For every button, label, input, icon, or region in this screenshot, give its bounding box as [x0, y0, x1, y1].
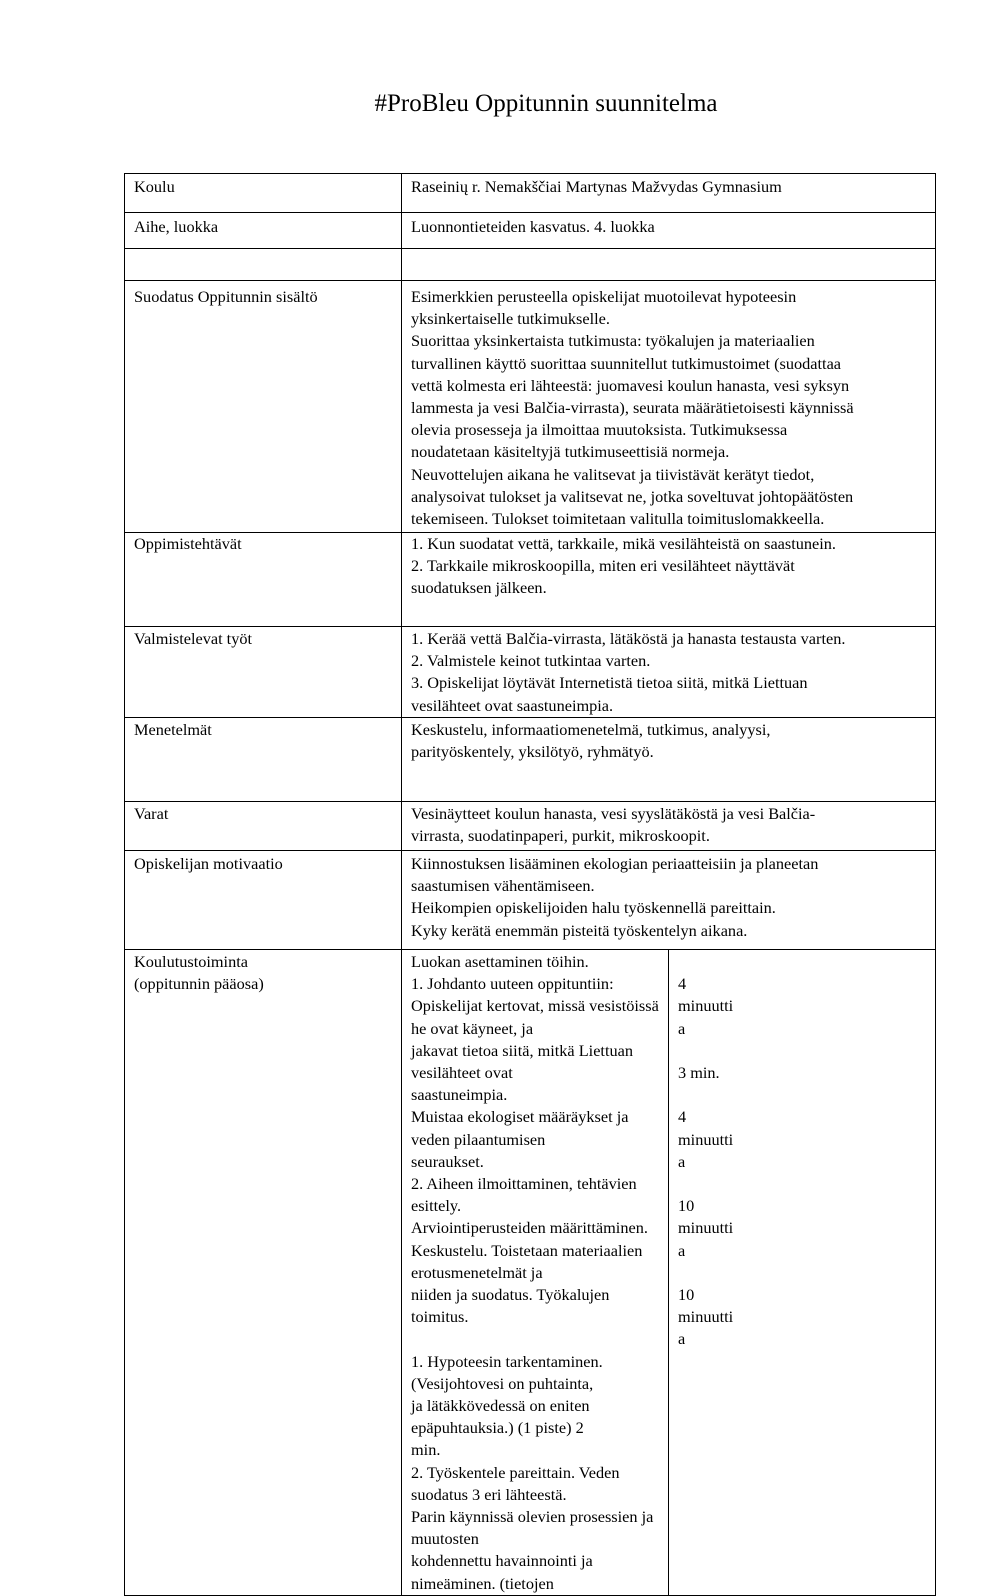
blank-line — [678, 1173, 927, 1195]
text-line: (oppitunnin pääosa) — [134, 974, 264, 994]
text-line: parityöskentely, yksilötyö, ryhmätyö. — [411, 742, 654, 762]
value-varat — [402, 802, 936, 851]
value-motivaatio — [402, 851, 936, 950]
text-line: a — [678, 1151, 686, 1171]
text-line: 4 — [678, 1107, 687, 1127]
label-menetelmat: Menetelmät — [125, 718, 402, 802]
text-line: Keskustelu, informaatiomenetelmä, tutkimus, analyysi, — [411, 720, 771, 739]
text-line: 2. Aiheen ilmoittaminen, tehtävien esittely. — [411, 1174, 637, 1216]
label-motivaatio: Opiskelijan motivaatio — [125, 851, 402, 950]
text-line: turvallinen käyttö suorittaa suunnitellut tutkimustoimet (suodattaa — [411, 353, 842, 373]
text-line: analysoivat tulokset ja valitsevat ne, jotka soveltuvat johtopäätösten — [411, 486, 854, 506]
blank-line — [678, 1084, 927, 1106]
text-line: 3 min. — [678, 1062, 720, 1082]
text-line: 1. Johdanto uuteen oppituntiin: — [411, 974, 614, 994]
text-line: Arviointiperusteiden määrittäminen. — [411, 1218, 648, 1238]
label-empty — [125, 249, 402, 281]
value-tehtavat — [402, 533, 936, 627]
value-valmistelevat — [402, 627, 936, 718]
label-koulu: Koulu — [125, 174, 402, 213]
text-line: Neuvottelujen aikana he valitsevat ja tiivistävät kerätyt tiedot, — [411, 464, 815, 484]
row-tehtavat — [125, 533, 936, 627]
value-menetelmat — [402, 718, 936, 802]
row-valmistelevat — [125, 627, 936, 718]
text-line: minuutti — [678, 1307, 734, 1327]
text-line: vesilähteet ovat saastuneimpia. — [411, 695, 614, 715]
text-line: 2. Valmistele keinot tutkintaa varten. — [411, 651, 651, 671]
value-koulu: Raseinių r. Nemakščiai Martynas Mažvydas Gymnasium — [402, 174, 936, 213]
blank-line — [678, 951, 927, 973]
value-empty — [402, 249, 936, 281]
value-aihe: Luonnontieteiden kasvatus. 4. luokka — [402, 213, 936, 249]
text-line: 2. Tarkkaile mikroskoopilla, miten eri vesilähteet näyttävät — [411, 556, 795, 576]
blank-line — [411, 1328, 660, 1350]
text-line: Kyky kerätä enemmän pisteitä työskentelyn aikana. — [411, 920, 748, 940]
text-line: suodatuksen jälkeen. — [411, 578, 547, 598]
row-koulu — [125, 174, 936, 213]
row-aihe — [125, 213, 936, 249]
text-line: Esimerkkien perusteella opiskelijat muotoilevat hypoteesin — [411, 287, 797, 306]
text-line: 3. Opiskelijat löytävät Internetistä tietoa siitä, mitkä Liettuan — [411, 673, 808, 693]
page-title: #ProBleu Oppitunnin suunnitelma — [374, 90, 718, 117]
text-line: Kiinnostuksen lisääminen ekologian periaatteisiin ja planeetan — [411, 854, 819, 873]
row-sisalto — [125, 281, 936, 533]
blank-line — [678, 1040, 927, 1062]
text-line: 10 — [678, 1284, 695, 1304]
text-line: yksinkertaiselle tutkimukselle. — [411, 309, 610, 329]
row-varat — [125, 802, 936, 851]
text-line: niiden ja suodatus. Työkalujen toimitus. — [411, 1285, 610, 1327]
text-line: noudatetaan käsiteltyjä tutkimuseettisiä normeja. — [411, 442, 730, 462]
text-line: minuutti — [678, 996, 734, 1016]
text-line: min. — [411, 1440, 441, 1460]
text-line: jakavat tietoa siitä, mitkä Liettuan vesilähteet ovat — [411, 1040, 633, 1083]
text-line: minuutti — [678, 1129, 734, 1149]
row-menetelmat — [125, 718, 936, 802]
text-line: olevia prosesseja ja ilmoittaa muutoksista. Tutkimuksessa — [411, 420, 788, 440]
text-line: lammesta ja vesi Balčia-virrasta), seurata määrätietoisesti käynnissä — [411, 398, 854, 418]
text-line: Muistaa ekologiset määräykset ja veden pilaantumisen — [411, 1107, 629, 1149]
text-line: Keskustelu. Toistetaan materiaalien erotusmenetelmät ja — [411, 1240, 643, 1282]
text-line: a — [678, 1018, 686, 1038]
label-valmistelevat: Valmistelevat työt — [125, 627, 402, 718]
text-line: ja lätäkkövedessä on eniten epäpuhtauksia.) (1 piste) 2 — [411, 1396, 590, 1438]
text-line: Vesinäytteet koulun hanasta, vesi syyslätäköstä ja vesi Balčia- — [411, 804, 816, 823]
text-line: saastumisen vähentämiseen. — [411, 876, 595, 896]
text-line: Suorittaa yksinkertaista tutkimusta: työkalujen ja materiaalien — [411, 331, 815, 351]
time-koulutustoiminta — [669, 950, 936, 1596]
label-aihe: Aihe, luokka — [125, 213, 402, 249]
text-line: a — [678, 1329, 686, 1349]
text-line: saastuneimpia. — [411, 1085, 508, 1105]
text-line: Opiskelijat kertovat, missä vesistöissä he ovat käyneet, ja — [411, 996, 659, 1038]
text-line: seuraukset. — [411, 1151, 484, 1171]
value-koulutustoiminta — [402, 950, 669, 1596]
blank-line — [678, 1262, 927, 1284]
text-line: 1. Kun suodatat vettä, tarkkaile, mikä vesilähteistä on saastunein. — [411, 534, 837, 553]
row-koulutustoiminta — [125, 950, 936, 1596]
text-line: Koulutustoiminta — [134, 952, 248, 971]
text-line: tekemiseen. Tulokset toimitetaan valitulla toimituslomakkeella. — [411, 509, 825, 529]
text-line: Parin käynnissä olevien prosessien ja muutosten — [411, 1507, 654, 1549]
text-line: a — [678, 1240, 686, 1260]
label-sisalto: Suodatus Oppitunnin sisältö — [125, 281, 402, 533]
text-line: 2. Työskentele pareittain. Veden suodatus 3 eri lähteestä. — [411, 1462, 620, 1504]
text-line: minuutti — [678, 1218, 734, 1238]
row-empty — [125, 249, 936, 281]
label-tehtavat: Oppimistehtävät — [125, 533, 402, 627]
text-line: 1. Kerää vettä Balčia-virrasta, lätäköstä ja hanasta testausta varten. — [411, 629, 846, 648]
text-line: kohdennettu havainnointi ja nimeäminen. (tietojen — [411, 1551, 593, 1593]
text-line: Heikompien opiskelijoiden halu työskennellä pareittain. — [411, 898, 776, 918]
text-line: 10 — [678, 1196, 695, 1216]
text-line: 4 — [678, 974, 687, 994]
text-line: 1. Hypoteesin tarkentaminen. (Vesijohtovesi on puhtainta, — [411, 1351, 603, 1393]
label-varat: Varat — [125, 802, 402, 851]
lesson-plan-table — [124, 173, 936, 1596]
row-motivaatio — [125, 851, 936, 950]
text-line: vettä kolmesta eri lähteestä: juomavesi koulun hanasta, vesi syksyn — [411, 375, 850, 395]
label-koulutustoiminta — [125, 950, 402, 1596]
value-sisalto — [402, 281, 936, 533]
text-line: Luokan asettaminen töihin. — [411, 952, 589, 971]
text-line: virrasta, suodatinpaperi, purkit, mikroskoopit. — [411, 826, 710, 846]
